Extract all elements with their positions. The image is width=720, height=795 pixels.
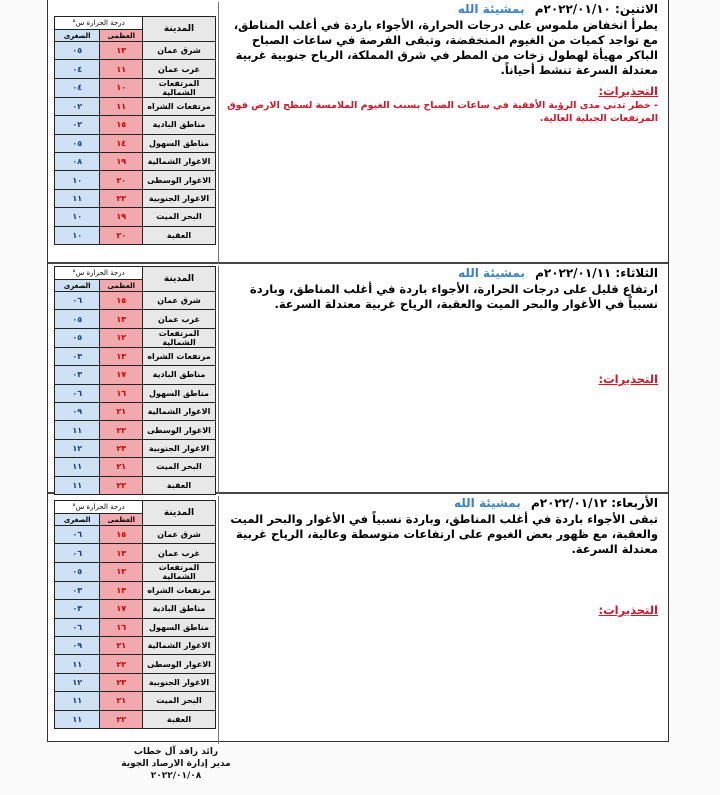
- high-temp-cell: ١٦: [100, 618, 143, 636]
- city-cell: البحر الميت: [143, 208, 216, 226]
- city-cell: غرب عمان: [143, 544, 216, 562]
- day-note: بمشيئة الله: [458, 266, 525, 280]
- low-temp-cell: ٠٦: [55, 384, 100, 402]
- header-city: المدينة: [143, 267, 216, 292]
- low-temp-cell: ٠٤: [55, 78, 100, 97]
- low-temp-cell: ٠٩: [55, 636, 100, 654]
- high-temp-cell: ٢٠: [100, 171, 143, 189]
- table-row: [55, 581, 216, 599]
- high-temp-cell: ١٠: [100, 78, 143, 97]
- forecast-body: ارتفاع قليل على درجات الحرارة، الأجواء باردة في أغلب المناطق، وباردة نسبياً في الأغوار والبحر الميت والعقبة، الرياح غربية معتدلة السرعة.: [249, 282, 658, 311]
- high-temp-cell: ١٧: [100, 600, 143, 618]
- table-row: [55, 189, 216, 207]
- city-cell: العقبة: [143, 226, 216, 244]
- low-temp-cell: ٠٦: [55, 618, 100, 636]
- city-cell: مناطق السهول: [143, 384, 216, 402]
- forecast-body: يطرأ انخفاض ملموس على درجات الحرارة، الأجواء باردة في أغلب المناطق، مع تواجد كميات من الغيوم المنخفضة، وتبقى الفرصة في ساعات الصباح الباكر مهيأة لهطول زخات من المطر في شرق المملكة، الرياح جنوبية غربية معتدلة السرعة تنشط أحياناً.: [233, 18, 658, 77]
- forecast-text: [218, 266, 662, 494]
- temperature-table-wrap: [54, 16, 216, 245]
- signature-title: مدير إدارة الارصاد الجوية: [121, 759, 231, 769]
- low-temp-cell: ٠٣: [55, 600, 100, 618]
- low-temp-cell: ١١: [55, 189, 100, 207]
- city-cell: مرتفعات الشراه: [143, 97, 216, 115]
- high-temp-cell: ١٥: [100, 526, 143, 544]
- high-temp-cell: ٢٢: [100, 655, 143, 673]
- table-row: [55, 458, 216, 476]
- high-temp-cell: ٢٢: [100, 421, 143, 439]
- day-note: بمشيئة الله: [457, 2, 525, 16]
- low-temp-cell: ١١: [55, 421, 100, 439]
- city-cell: مناطق البادية: [143, 116, 216, 134]
- city-cell: غرب عمان: [143, 310, 216, 328]
- low-temp-cell: ٠٨: [55, 152, 100, 170]
- high-temp-cell: ١٢: [100, 562, 143, 581]
- high-temp-cell: ١٢: [100, 328, 143, 347]
- table-row: [55, 384, 216, 402]
- table-row: [55, 655, 216, 673]
- low-temp-cell: ٠٩: [55, 402, 100, 420]
- city-cell: العقبة: [143, 710, 216, 728]
- table-row: [55, 544, 216, 562]
- table-row: [55, 439, 216, 457]
- day-heading: الاثنين: ٢٠٢٢/٠١/١٠م بمشيئة الله: [457, 2, 658, 16]
- table-row: [55, 60, 216, 78]
- low-temp-cell: ١١: [55, 710, 100, 728]
- low-temp-cell: ٠٥: [55, 134, 100, 152]
- high-temp-cell: ١٥: [100, 116, 143, 134]
- high-temp-cell: ١٣: [100, 310, 143, 328]
- warnings-title: التحذيرات:: [598, 372, 658, 386]
- city-cell: المرتفعات الشمالية: [143, 78, 216, 97]
- city-cell: البحر الميت: [143, 458, 216, 476]
- day-date: ٢٠٢٢/٠١/١٢م: [530, 496, 608, 510]
- day-name: الاثنين: [619, 2, 658, 16]
- low-temp-cell: ٠٦: [55, 526, 100, 544]
- low-temp-cell: ٠٥: [55, 310, 100, 328]
- city-cell: مرتفعات الشراه: [143, 581, 216, 599]
- header-high: العظمى: [100, 514, 143, 526]
- low-temp-cell: ٠٥: [55, 42, 100, 60]
- table-row: [55, 292, 216, 310]
- table-row: [55, 208, 216, 226]
- low-temp-cell: ٠٥: [55, 328, 100, 347]
- low-temp-cell: ٠٣: [55, 366, 100, 384]
- city-cell: الاغوار الوسطى: [143, 655, 216, 673]
- day-section-wednesday: [48, 494, 668, 742]
- low-temp-cell: ٠٦: [55, 292, 100, 310]
- city-cell: الاغوار الشمالية: [143, 402, 216, 420]
- table-row: [55, 636, 216, 654]
- low-temp-cell: ١٠: [55, 208, 100, 226]
- low-temp-cell: ١١: [55, 655, 100, 673]
- city-cell: الاغوار الوسطى: [143, 171, 216, 189]
- city-cell: الاغوار الجنوبية: [143, 189, 216, 207]
- day-section-monday: [48, 0, 668, 264]
- table-row: [55, 366, 216, 384]
- table-row: [55, 42, 216, 60]
- city-cell: مناطق البادية: [143, 600, 216, 618]
- low-temp-cell: ٠٢: [55, 97, 100, 115]
- low-temp-cell: ٠٣: [55, 581, 100, 599]
- high-temp-cell: ١٣: [100, 581, 143, 599]
- city-cell: شرق عمان: [143, 292, 216, 310]
- high-temp-cell: ٢٢: [100, 476, 143, 494]
- high-temp-cell: ٢١: [100, 636, 143, 654]
- low-temp-cell: ١٠: [55, 226, 100, 244]
- signature-block: [106, 746, 246, 782]
- low-temp-cell: ١٢: [55, 439, 100, 457]
- high-temp-cell: ١٤: [100, 134, 143, 152]
- temperature-table: [54, 16, 216, 245]
- city-cell: مرتفعات الشراه: [143, 347, 216, 365]
- city-cell: مناطق البادية: [143, 366, 216, 384]
- high-temp-cell: ٢٣: [100, 673, 143, 691]
- high-temp-cell: ١٩: [100, 152, 143, 170]
- temperature-table-wrap: [54, 500, 216, 729]
- day-heading: الأربعاء: ٢٠٢٢/٠١/١٢م بمشيئة الله: [453, 496, 658, 510]
- city-cell: المرتفعات الشمالية: [143, 562, 216, 581]
- table-row: [55, 347, 216, 365]
- table-row: [55, 310, 216, 328]
- table-row: [55, 710, 216, 728]
- header-city: المدينة: [143, 501, 216, 526]
- table-row: [55, 78, 216, 97]
- day-name: الثلاثاء: [620, 266, 658, 280]
- city-cell: مناطق السهول: [143, 134, 216, 152]
- high-temp-cell: ٢١: [100, 458, 143, 476]
- city-cell: العقبة: [143, 476, 216, 494]
- table-row: [55, 618, 216, 636]
- warnings-title: التحذيرات:: [598, 84, 658, 98]
- low-temp-cell: ١١: [55, 458, 100, 476]
- table-row: [55, 692, 216, 710]
- day-heading: الثلاثاء: ٢٠٢٢/٠١/١١م بمشيئة الله: [458, 266, 658, 280]
- low-temp-cell: ١٢: [55, 673, 100, 691]
- high-temp-cell: ١١: [100, 97, 143, 115]
- low-temp-cell: ٠٣: [55, 347, 100, 365]
- header-low: الصغرى: [55, 514, 100, 526]
- high-temp-cell: ٢١: [100, 692, 143, 710]
- header-temperature: درجة الحرارة س°: [55, 17, 143, 30]
- table-row: [55, 226, 216, 244]
- city-cell: الاغوار الجنوبية: [143, 439, 216, 457]
- high-temp-cell: ١٥: [100, 292, 143, 310]
- table-row: [55, 171, 216, 189]
- city-cell: شرق عمان: [143, 42, 216, 60]
- low-temp-cell: ١١: [55, 476, 100, 494]
- header-low: الصغرى: [55, 280, 100, 292]
- warnings-body: - خطر تدني مدى الرؤية الأفقية في ساعات الصباح بسبب الغيوم الملامسة لسطح الارض فوق المرتفعات الجبلية العالية.: [227, 100, 658, 124]
- city-cell: الاغوار الشمالية: [143, 152, 216, 170]
- high-temp-cell: ٢٢: [100, 189, 143, 207]
- city-cell: مناطق السهول: [143, 618, 216, 636]
- high-temp-cell: ١٣: [100, 347, 143, 365]
- header-temperature: درجة الحرارة س°: [55, 267, 143, 280]
- table-row: [55, 402, 216, 420]
- forecast-document: [47, 0, 669, 742]
- city-cell: المرتفعات الشمالية: [143, 328, 216, 347]
- table-row: [55, 562, 216, 581]
- temperature-table: [54, 500, 216, 729]
- low-temp-cell: ٠٤: [55, 60, 100, 78]
- table-row: [55, 476, 216, 494]
- table-row: [55, 328, 216, 347]
- high-temp-cell: ١٩: [100, 208, 143, 226]
- warnings-title: التحذيرات:: [598, 603, 658, 617]
- high-temp-cell: ١٣: [100, 544, 143, 562]
- high-temp-cell: ١٣: [100, 42, 143, 60]
- table-row: [55, 600, 216, 618]
- forecast-text: [218, 2, 662, 264]
- day-note: بمشيئة الله: [453, 496, 521, 510]
- low-temp-cell: ٠٦: [55, 544, 100, 562]
- city-cell: شرق عمان: [143, 526, 216, 544]
- day-section-tuesday: [48, 264, 668, 494]
- signature-date: ٢٠٢٢/٠١/٠٨: [150, 771, 202, 781]
- forecast-text: [218, 496, 662, 744]
- city-cell: غرب عمان: [143, 60, 216, 78]
- day-date: ٢٠٢٢/٠١/١١م: [535, 266, 612, 280]
- low-temp-cell: ١١: [55, 692, 100, 710]
- header-low: الصغرى: [55, 30, 100, 42]
- table-row: [55, 526, 216, 544]
- table-row: [55, 97, 216, 115]
- header-temperature: درجة الحرارة س°: [55, 501, 143, 514]
- header-high: العظمى: [100, 280, 143, 292]
- day-date: ٢٠٢٢/٠١/١٠م: [534, 2, 611, 16]
- high-temp-cell: ١٦: [100, 384, 143, 402]
- low-temp-cell: ٠٥: [55, 562, 100, 581]
- temperature-table: [54, 266, 216, 495]
- city-cell: البحر الميت: [143, 692, 216, 710]
- table-row: [55, 673, 216, 691]
- forecast-body: تبقى الأجواء باردة في أغلب المناطق، وباردة نسبياً في الأغوار والبحر الميت والعقبة، مع ظهور بعض الغيوم على ارتفاعات متوسطة وعالية، الرياح غربية معتدلة السرعة.: [230, 512, 658, 556]
- high-temp-cell: ٢١: [100, 402, 143, 420]
- day-name: الأربعاء: [616, 496, 658, 510]
- table-row: [55, 116, 216, 134]
- high-temp-cell: ٢٣: [100, 439, 143, 457]
- signature-name: رائد رافد آل خطاب: [133, 747, 219, 757]
- header-high: العظمى: [100, 30, 143, 42]
- table-row: [55, 134, 216, 152]
- city-cell: الاغوار الوسطى: [143, 421, 216, 439]
- low-temp-cell: ٠٢: [55, 116, 100, 134]
- high-temp-cell: ١٧: [100, 366, 143, 384]
- high-temp-cell: ٢٢: [100, 710, 143, 728]
- city-cell: الاغوار الشمالية: [143, 636, 216, 654]
- table-row: [55, 421, 216, 439]
- high-temp-cell: ٢٠: [100, 226, 143, 244]
- low-temp-cell: ١٠: [55, 171, 100, 189]
- header-city: المدينة: [143, 17, 216, 42]
- high-temp-cell: ١١: [100, 60, 143, 78]
- table-row: [55, 152, 216, 170]
- city-cell: الاغوار الجنوبية: [143, 673, 216, 691]
- temperature-table-wrap: [54, 266, 216, 495]
